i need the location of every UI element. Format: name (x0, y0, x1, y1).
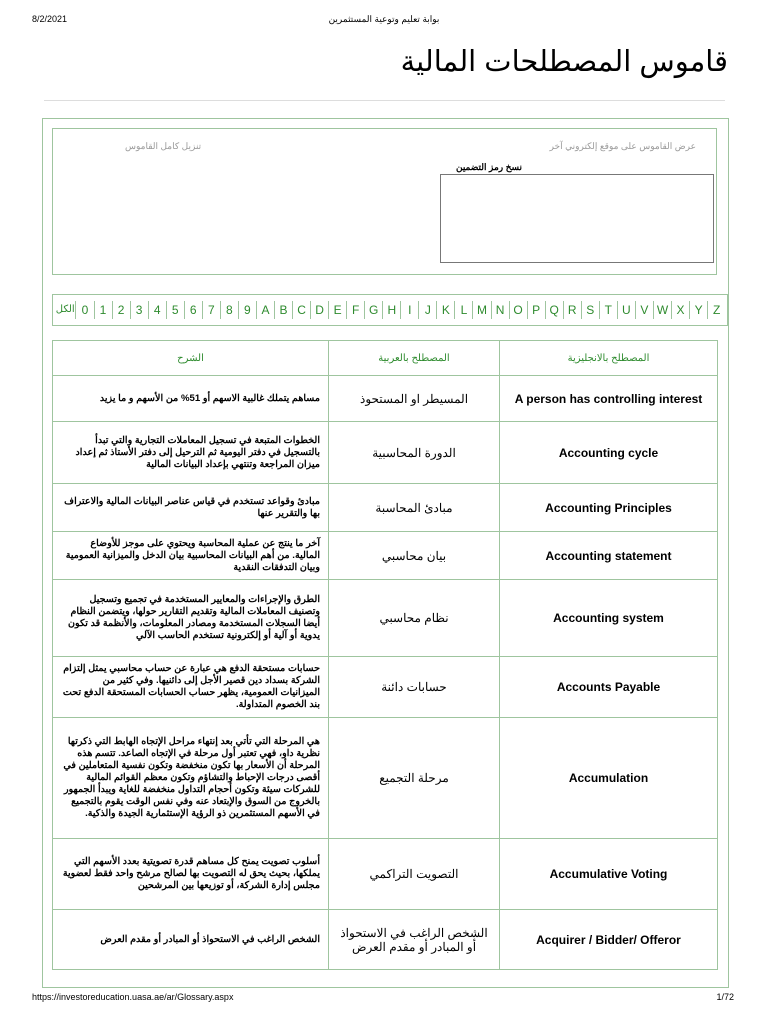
page-number: 1/72 (716, 992, 734, 1002)
table-row (53, 422, 718, 484)
english-term-cell: Accounting cycle (500, 422, 718, 484)
arabic-term-cell: مرحلة التجميع (329, 718, 500, 839)
explanation-cell: آخر ما ينتج عن عملية المحاسبة ويحتوي على موجز للأوضاع المالية. من أهم البيانات المحاسبية بيان الدخل والميزانية العمومية وبيان التدفقات النقدية (53, 532, 329, 580)
alphabet-letter-6[interactable]: 6 (184, 301, 202, 319)
alphabet-letter-4[interactable]: 4 (148, 301, 166, 319)
explanation-cell: الخطوات المتبعة في تسجيل المعاملات التجارية والتي تبدأ بالتسجيل في دفتر اليومية ثم الترحيل إلى دفتر الأستاذ ثم إعداد ميزان المراجعة وتنتهي بإعداد البيانات المالية (53, 422, 329, 484)
alphabet-letter-8[interactable]: 8 (220, 301, 238, 319)
column-header-english-term: المصطلح بالانجليزية (500, 341, 718, 376)
explanation-cell: الشخص الراغب في الاستحواذ أو المبادر أو مقدم العرض (53, 910, 329, 970)
alphabet-letter-9[interactable]: 9 (238, 301, 256, 319)
english-term-cell: Accounting Principles (500, 484, 718, 532)
arabic-term-cell: الدورة المحاسبية (329, 422, 500, 484)
column-header-explanation: الشرح (53, 341, 329, 376)
alphabet-letter-i[interactable]: I (400, 301, 418, 319)
table-header-row (53, 341, 718, 376)
page-url: https://investoreducation.uasa.ae/ar/Glossary.aspx (32, 992, 234, 1002)
table-row (53, 532, 718, 580)
column-header-arabic-term: المصطلح بالعربية (329, 341, 500, 376)
arabic-term-cell: حسابات دائنة (329, 657, 500, 718)
copy-embed-code-label: نسخ رمز التضمين (455, 162, 522, 172)
alphabet-letter-k[interactable]: K (436, 301, 454, 319)
table-row (53, 580, 718, 657)
explanation-cell: أسلوب تصويت يمنح كل مساهم قدرة تصويتية بعدد الأسهم التي يملكها، بحيث يحق له التصويت بها لصالح مرشح واحد فقط لعضوية مجلس إدارة الشركة، أو توزيعها بين المرشحين (53, 839, 329, 910)
english-term-cell: Accounting statement (500, 532, 718, 580)
alphabet-filter (52, 294, 728, 326)
alphabet-letter-c[interactable]: C (292, 301, 310, 319)
embed-code-textarea[interactable] (440, 174, 714, 263)
alphabet-letter-z[interactable]: Z (707, 301, 725, 319)
explanation-cell: مساهم يتملك غالبية الاسهم أو 51% من الأسهم و ما يزيد (53, 376, 329, 422)
table-row (53, 910, 718, 970)
alphabet-letter-0[interactable]: 0 (75, 301, 93, 319)
alphabet-letter-s[interactable]: S (581, 301, 599, 319)
english-term-cell: Acquirer / Bidder/ Offeror (500, 910, 718, 970)
table-row (53, 718, 718, 839)
alphabet-letter-all[interactable]: الكل (55, 304, 75, 315)
alphabet-letter-7[interactable]: 7 (202, 301, 220, 319)
alphabet-letter-y[interactable]: Y (689, 301, 707, 319)
glossary-table (52, 340, 718, 970)
alphabet-letter-m[interactable]: M (472, 301, 490, 319)
title-divider (44, 100, 725, 101)
print-date: 8/2/2021 (32, 14, 68, 24)
english-term-cell: Accounting system (500, 580, 718, 657)
arabic-term-cell: التصويت التراكمي (329, 839, 500, 910)
english-term-cell: Accumulative Voting (500, 839, 718, 910)
explanation-cell: الطرق والإجراءات والمعايير المستخدمة في تجميع وتسجيل وتصنيف المعاملات المالية وتقديم التقارير حولها، ويتضمن النظام أيضا السجلات المستخدمة ومصادر المعلومات، والأنظمة قد تكون يدوية أو آلية أو إلكترونية تستخدم الحاسب الآلي (53, 580, 329, 657)
alphabet-letter-b[interactable]: B (274, 301, 292, 319)
alphabet-letter-a[interactable]: A (256, 301, 274, 319)
explanation-cell: هي المرحلة التي تأتي بعد إنتهاء مراحل الإتجاه الهابط التي ذكرتها نظرية داو، فهي تعتبر أول مرحلة في الإتجاه الصاعد. تتسم هذه المرحلة أن الأسعار بها تكون منخفضة وتكون نفسية المتعاملين في أقصى درجات الإحباط والتشاؤم وتكون معظم القوائم المالية للشركات سيئة وتكون أحجام التداول منخفضة للغاية ويبدأ الجمهور بالخروج من السوق والإبتعاد عنه وفي نفس الوقت يقوم بالتجميع في الأسهم المستثمرين ذو الرؤية الإستثمارية الجيدة والذكية. (53, 718, 329, 839)
page-title: قاموس المصطلحات المالية (400, 46, 728, 78)
alphabet-letter-n[interactable]: N (491, 301, 509, 319)
alphabet-letter-g[interactable]: G (364, 301, 382, 319)
table-row (53, 839, 718, 910)
alphabet-letter-x[interactable]: X (671, 301, 689, 319)
print-page-title: بوابة تعليم وتوعية المستثمرين (328, 14, 440, 24)
alphabet-letter-2[interactable]: 2 (112, 301, 130, 319)
alphabet-letter-f[interactable]: F (346, 301, 364, 319)
alphabet-letter-q[interactable]: Q (545, 301, 563, 319)
alphabet-letter-e[interactable]: E (328, 301, 346, 319)
download-full-glossary-link[interactable]: تنزيل كامل القاموس (125, 141, 202, 151)
alphabet-letter-3[interactable]: 3 (130, 301, 148, 319)
explanation-cell: مبادئ وقواعد تستخدم في قياس عناصر البيانات المالية والاعتراف بها والتقرير عنها (53, 484, 329, 532)
alphabet-letter-u[interactable]: U (617, 301, 635, 319)
embed-box (52, 128, 717, 275)
show-on-other-site-link[interactable]: عرض القاموس على موقع إلكتروني آخر (549, 141, 696, 151)
alphabet-letter-v[interactable]: V (635, 301, 653, 319)
alphabet-letter-r[interactable]: R (563, 301, 581, 319)
alphabet-letter-5[interactable]: 5 (166, 301, 184, 319)
alphabet-letter-w[interactable]: W (653, 301, 671, 319)
arabic-term-cell: المسيطر او المستحوذ (329, 376, 500, 422)
alphabet-letter-t[interactable]: T (599, 301, 617, 319)
arabic-term-cell: الشخص الراغب في الاستحواذ أو المبادر أو مقدم العرض (329, 910, 500, 970)
alphabet-letter-h[interactable]: H (382, 301, 400, 319)
english-term-cell: Accounts Payable (500, 657, 718, 718)
english-term-cell: Accumulation (500, 718, 718, 839)
alphabet-letter-o[interactable]: O (509, 301, 527, 319)
english-term-cell: A person has controlling interest (500, 376, 718, 422)
arabic-term-cell: نظام محاسبي (329, 580, 500, 657)
alphabet-letter-1[interactable]: 1 (94, 301, 112, 319)
alphabet-letter-p[interactable]: P (527, 301, 545, 319)
alphabet-letter-j[interactable]: J (418, 301, 436, 319)
table-row (53, 484, 718, 532)
arabic-term-cell: مبادئ المحاسبة (329, 484, 500, 532)
alphabet-letter-l[interactable]: L (454, 301, 472, 319)
table-row (53, 657, 718, 718)
explanation-cell: حسابات مستحقة الدفع هي عبارة عن حساب محاسبي يمثل إلتزام الشركة بسداد دين قصير الأجل إلى دائنيها. وفي كثير من الميزانيات العمومية، يظهر حساب الحسابات المستحقة الدفع تحت بند الخصوم المتداولة. (53, 657, 329, 718)
arabic-term-cell: بيان محاسبي (329, 532, 500, 580)
table-row (53, 376, 718, 422)
alphabet-letter-d[interactable]: D (310, 301, 328, 319)
